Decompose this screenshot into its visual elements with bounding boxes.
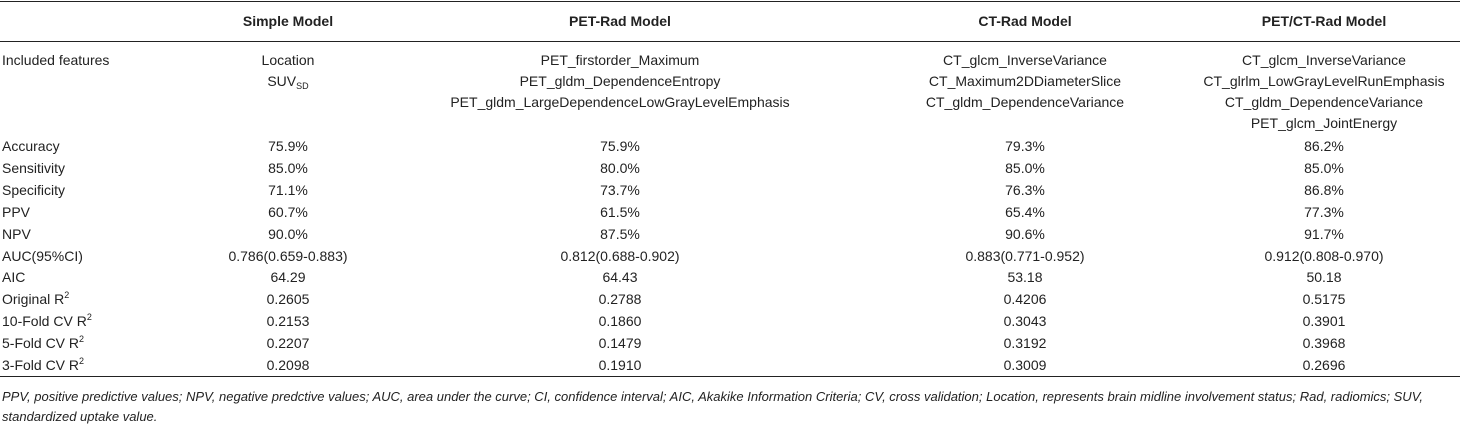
table-top-rule xyxy=(0,1,1460,2)
simple-features xyxy=(178,50,398,92)
table-footnote: PPV, positive predictive values; NPV, negative predctive values; AUC, area under the curve; CI, confidence interval; AIC, Akakike Information Criteria; CV, cross validation; Location, represents brain midline involvement status; Rad, radiomics; SUV, standardized uptake value. xyxy=(2,389,1424,424)
cell-pet-rad: 64.43 xyxy=(602,269,638,286)
row-label-text: Sensitivity xyxy=(2,159,66,176)
cell-simple: 60.7% xyxy=(268,203,308,220)
cell-pet-rad: 87.5% xyxy=(600,225,640,242)
cell-ct-rad: 0.3043 xyxy=(1003,313,1047,330)
cell-petct-rad: 77.3% xyxy=(1304,203,1344,220)
pet-rad-features xyxy=(420,50,820,113)
suv-text: SUV xyxy=(267,73,297,89)
row-label-text: PPV xyxy=(2,203,31,220)
cell-pet-rad: 80.0% xyxy=(600,159,640,176)
cell-ct-rad: 53.18 xyxy=(1007,269,1043,286)
ct-rad-feature: CT_glcm_InverseVariance xyxy=(943,52,1107,68)
cell-petct-rad: 86.8% xyxy=(1304,181,1344,198)
row-label-text: 5-Fold CV R xyxy=(2,335,80,352)
petct-rad-feature: PET_glcm_JointEnergy xyxy=(1250,115,1398,131)
petct-rad-features xyxy=(1188,50,1460,134)
cell-pet-rad: 0.812(0.688-0.902) xyxy=(560,247,680,264)
cell-simple: 0.2098 xyxy=(266,357,310,373)
cell-pet-rad: 0.1479 xyxy=(598,335,642,352)
cell-petct-rad: 0.3901 xyxy=(1302,313,1346,330)
cell-ct-rad: 90.6% xyxy=(1005,225,1045,242)
cell-ct-rad: 0.3009 xyxy=(1003,357,1047,373)
pet-rad-feature: PET_gldm_LargeDependenceLowGrayLevelEmphasis xyxy=(450,94,790,110)
row-label-superscript: 2 xyxy=(64,290,70,301)
row-label-text: AIC xyxy=(2,269,26,286)
column-header-pet-rad-model: PET-Rad Model xyxy=(569,13,671,29)
suv-subscript: SD xyxy=(296,81,309,91)
row-label-text: Accuracy xyxy=(2,138,60,154)
row-label xyxy=(2,333,84,354)
row-label xyxy=(2,289,69,310)
cell-simple: 64.29 xyxy=(270,269,306,286)
cell-pet-rad: 0.2788 xyxy=(598,291,642,308)
row-label-text: 10-Fold CV R xyxy=(2,313,87,330)
cell-ct-rad: 0.883(0.771-0.952) xyxy=(965,247,1085,264)
table-bottom-rule xyxy=(0,376,1460,377)
cell-petct-rad: 50.18 xyxy=(1306,269,1342,286)
cell-petct-rad: 86.2% xyxy=(1304,138,1344,154)
row-label xyxy=(2,202,30,223)
cell-pet-rad: 61.5% xyxy=(600,203,640,220)
simple-feature-suv xyxy=(178,71,398,92)
petct-rad-feature: CT_gldm_DependenceVariance xyxy=(1224,94,1424,110)
pet-rad-feature: PET_gldm_DependenceEntropy xyxy=(519,73,721,89)
cell-petct-rad: 0.912(0.808-0.970) xyxy=(1264,247,1384,264)
row-label xyxy=(2,224,31,245)
cell-ct-rad: 79.3% xyxy=(1005,138,1045,154)
row-label xyxy=(2,355,84,376)
cell-simple: 85.0% xyxy=(268,159,308,176)
cell-ct-rad: 0.3192 xyxy=(1003,335,1047,352)
pet-rad-feature: PET_firstorder_Maximum xyxy=(540,52,700,68)
cell-simple: 0.786(0.659-0.883) xyxy=(228,247,348,264)
petct-rad-feature: CT_glcm_InverseVariance xyxy=(1242,52,1406,68)
row-label-text: NPV xyxy=(2,225,31,242)
cell-pet-rad: 0.1910 xyxy=(598,357,642,373)
column-header-ct-rad-model: CT-Rad Model xyxy=(978,13,1072,29)
cell-simple: 71.1% xyxy=(268,181,308,198)
cell-ct-rad: 65.4% xyxy=(1005,203,1045,220)
row-label xyxy=(2,136,60,157)
row-label xyxy=(2,180,65,201)
row-label-text: 3-Fold CV R xyxy=(2,357,80,373)
cell-petct-rad: 0.2696 xyxy=(1302,357,1346,373)
cell-petct-rad: 0.5175 xyxy=(1302,291,1346,308)
row-label xyxy=(2,311,92,332)
cell-ct-rad: 0.4206 xyxy=(1003,291,1047,308)
cell-petct-rad: 91.7% xyxy=(1304,225,1344,242)
petct-rad-feature: CT_glrlm_LowGrayLevelRunEmphasis xyxy=(1203,73,1445,89)
row-label xyxy=(2,158,65,179)
cell-simple: 75.9% xyxy=(268,138,308,154)
ct-rad-features xyxy=(890,50,1160,113)
row-label-text: Specificity xyxy=(2,181,66,198)
cell-pet-rad: 75.9% xyxy=(600,138,640,154)
row-label-superscript: 2 xyxy=(79,334,85,345)
header-rule xyxy=(0,41,1460,42)
cell-pet-rad: 73.7% xyxy=(600,181,640,198)
cell-simple: 0.2605 xyxy=(266,291,310,308)
row-label xyxy=(2,246,83,267)
cell-ct-rad: 76.3% xyxy=(1005,181,1045,198)
row-label-superscript: 2 xyxy=(86,312,92,323)
row-label xyxy=(2,267,25,288)
row-label-text: AUC(95%CI) xyxy=(2,247,83,264)
cell-petct-rad: 85.0% xyxy=(1304,159,1344,176)
column-header-petct-rad-model: PET/CT-Rad Model xyxy=(1261,13,1387,29)
simple-feature-location: Location xyxy=(261,52,315,68)
cell-pet-rad: 0.1860 xyxy=(598,313,642,330)
cell-ct-rad: 85.0% xyxy=(1005,159,1045,176)
cell-simple: 0.2153 xyxy=(266,313,310,330)
row-label-superscript: 2 xyxy=(79,356,85,366)
row-label-included-features: Included features xyxy=(2,52,110,68)
cell-simple: 0.2207 xyxy=(266,335,310,352)
ct-rad-feature: CT_gldm_DependenceVariance xyxy=(925,94,1125,110)
row-label-text: Original R xyxy=(2,291,65,308)
ct-rad-feature: CT_Maximum2DDiameterSlice xyxy=(928,73,1122,89)
column-header-simple-model: Simple Model xyxy=(242,13,334,29)
cell-petct-rad: 0.3968 xyxy=(1302,335,1346,352)
cell-simple: 90.0% xyxy=(268,225,308,242)
